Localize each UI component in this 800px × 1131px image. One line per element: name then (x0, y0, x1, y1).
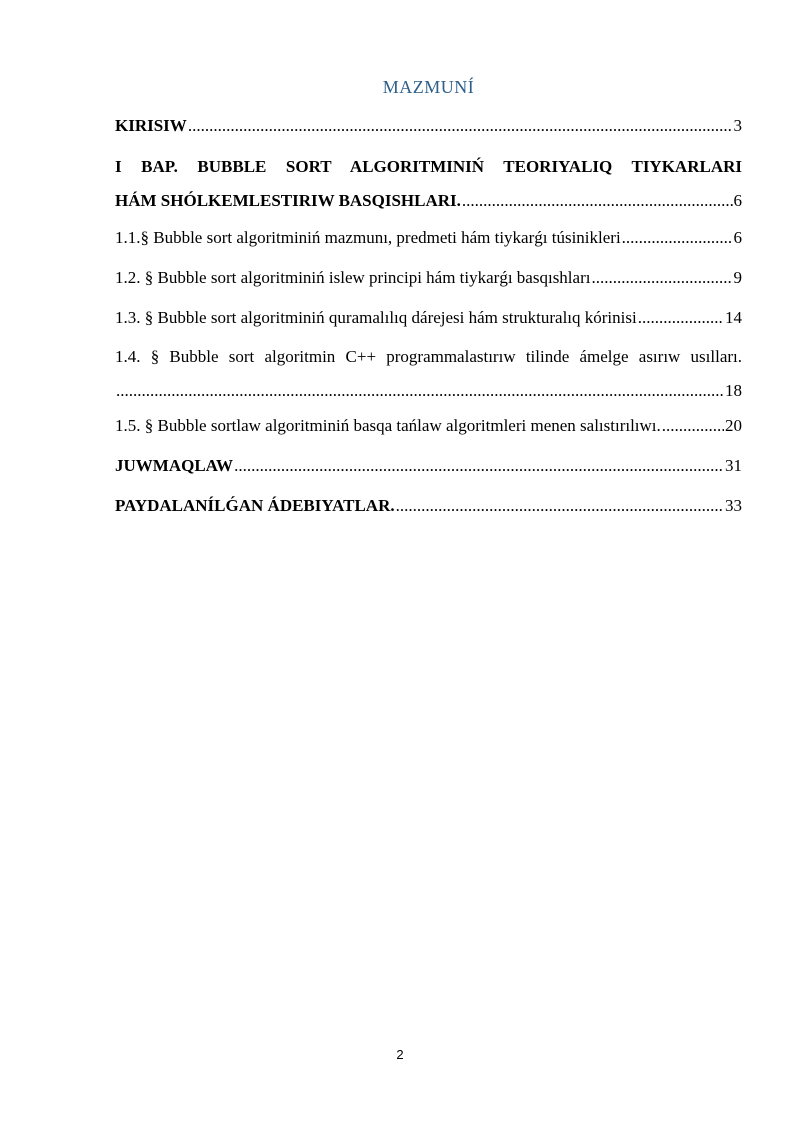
table-of-contents (115, 74, 742, 526)
toc-entry-label: PAYDALANÍLǴAN ÁDEBIYATLAR. (115, 496, 395, 515)
toc-entry-page: 3 (733, 116, 742, 135)
toc-entry-section-1-3 (115, 298, 742, 338)
toc-leader-dots (622, 218, 733, 258)
toc-entry-references (115, 486, 742, 526)
toc-entry-page: 18 (725, 381, 742, 400)
toc-entry-chapter-1 (115, 150, 742, 218)
toc-leader-dots (662, 406, 724, 446)
toc-entry-conclusion (115, 446, 742, 486)
toc-leader-dots (638, 298, 724, 338)
toc-leader-dots (591, 258, 732, 298)
toc-entry-section-1-2 (115, 258, 742, 298)
toc-entry-label-line1: 1.4. § Bubble sort algoritmin C++ programmalastırıw tilinde ámelge asırıw usılları. (115, 347, 742, 366)
toc-entry-page: 31 (725, 456, 742, 475)
toc-entry-page: 6 (733, 228, 742, 247)
page-number: 2 (396, 1047, 404, 1062)
toc-entry-label: HÁM SHÓLKEMLESTIRIW BASQISHLARI. (115, 191, 461, 210)
toc-entry-label: KIRISIW (115, 116, 187, 135)
toc-entry-label: 1.3. § Bubble sort algoritminiń quramalılıq dárejesi hám strukturalıq kórinisi (115, 308, 637, 327)
toc-entry-section-1-1 (115, 218, 742, 258)
toc-entry-label: 1.5. § Bubble sortlaw algoritminiń basqa tańlaw algoritmleri menen salıstırılıwı. (115, 416, 661, 435)
toc-entry-page: 20 (725, 416, 742, 435)
toc-entry-section-1-5 (115, 406, 742, 446)
toc-entry-label: JUWMAQLAW (115, 456, 234, 475)
toc-entry-page: 6 (733, 191, 742, 210)
toc-leader-dots (188, 106, 733, 146)
toc-leader-dots (116, 376, 724, 406)
toc-leader-dots (396, 486, 724, 526)
toc-entry-intro (115, 106, 742, 146)
toc-entry-label-line1: I BAP. BUBBLE SORT ALGORITMINIŃ TEORIYALIQ TIYKARLARI (115, 157, 742, 176)
toc-title: MAZMUNÍ (382, 77, 475, 97)
toc-entry-page: 9 (733, 268, 742, 287)
toc-entry-label: 1.1.§ Bubble sort algoritminiń mazmunı, predmeti hám tiykarǵı túsinikleri (115, 228, 621, 247)
toc-entry-page: 33 (725, 496, 742, 515)
toc-entry-section-1-4 (115, 338, 742, 406)
toc-leader-dots (234, 446, 724, 486)
toc-entry-label: 1.2. § Bubble sort algoritminiń islew principi hám tiykarǵı basqıshları (115, 268, 591, 287)
toc-leader-dots (462, 184, 733, 218)
toc-entry-page: 14 (725, 308, 742, 327)
